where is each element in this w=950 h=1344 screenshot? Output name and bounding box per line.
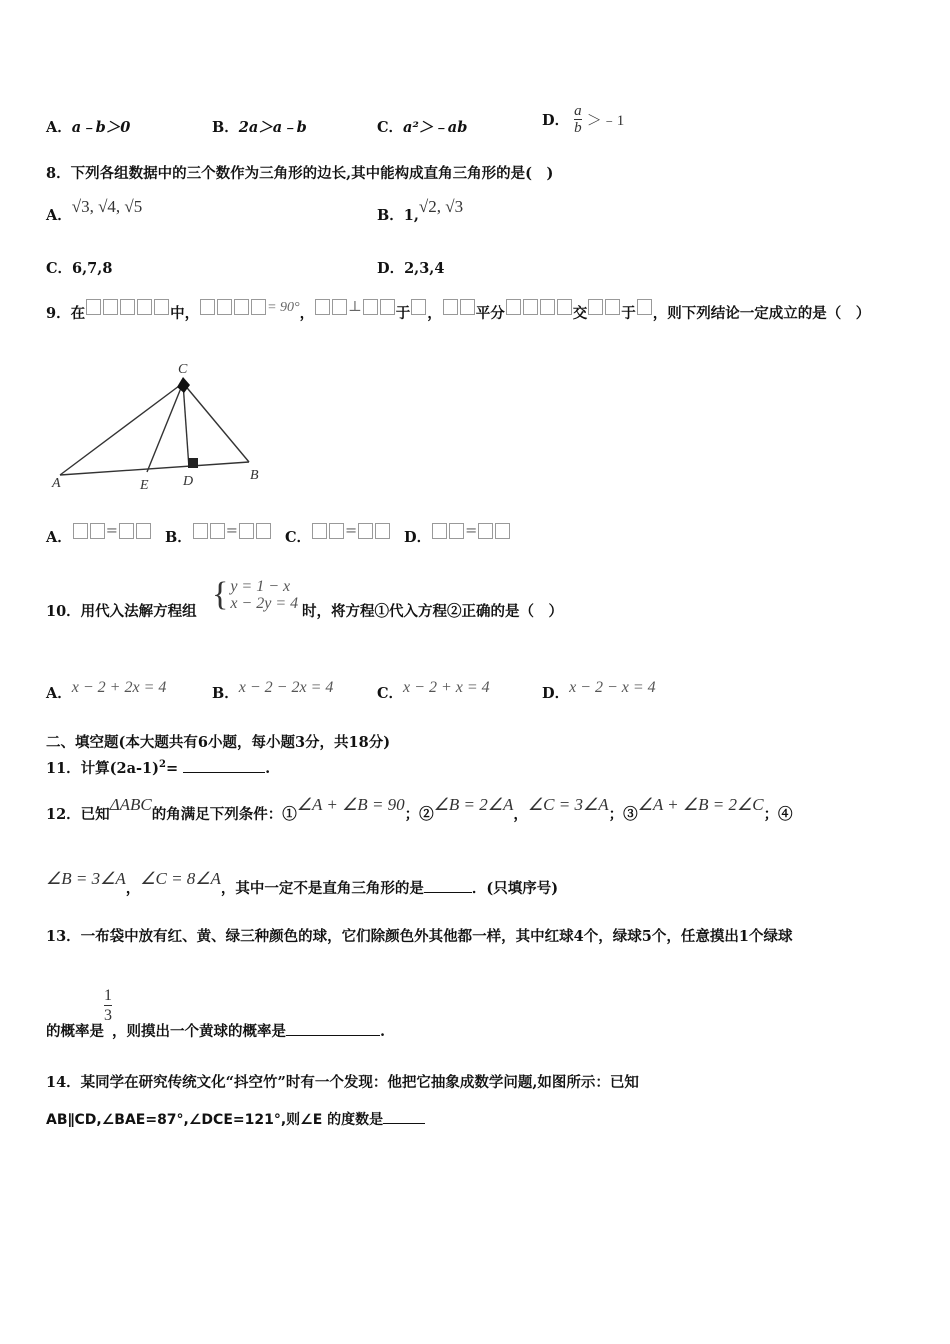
q13-suffix: ，则摸出一个黄球的概率是 (112, 1022, 286, 1040)
q12-text-3: ；③ (608, 806, 638, 823)
q8-option-a-label: A． (46, 207, 72, 224)
q12-text-5: ，其中一定不是直角三角形的是 (220, 880, 424, 897)
q14-line-1: 14．某同学在研究传统文化“抖空竹”时有一个发现：他把它抽象成数学问题,如图所示：已知 (46, 1074, 639, 1091)
q8-option-b-label: B．1, (377, 207, 419, 224)
q9-option-d (404, 523, 511, 547)
q7-option-c-expr: a²＞﹣ab (403, 119, 468, 136)
q12-comma-2: ， (125, 880, 141, 897)
q11 (46, 757, 270, 778)
section-2-heading: 二、填空题(本大题共有6小题，每小题3分，共18分) (46, 734, 391, 751)
q10-equation-system: { y = 1 − x x − 2y = 4 (212, 576, 299, 613)
q11-superscript: 2 (159, 759, 166, 771)
q9-option-d-label: D． (404, 529, 432, 546)
q7-option-d-fraction (574, 103, 582, 136)
q7-option-d-label: D． (542, 112, 570, 129)
q7-option-c-label: C． (377, 119, 404, 136)
q11-eq: = (165, 760, 184, 777)
q10-option-a-label: A． (46, 685, 72, 702)
q11-answer-blank[interactable] (183, 772, 265, 773)
q7-option-a-expr: a﹣b＞0 (71, 119, 131, 136)
q9-option-b-eq: = (225, 523, 238, 539)
q9-text-6: 交 (572, 305, 588, 322)
q9-option-a (46, 523, 152, 547)
q9-fig-label-b: B (250, 468, 259, 483)
q9-stem (46, 299, 871, 323)
q9-fig-label-d: D (183, 474, 194, 489)
q9-option-b-label: B． (165, 529, 192, 546)
q9-triangle-figure (46, 355, 276, 495)
q10-option-c (377, 679, 490, 703)
q8-option-d: D．2,3,4 (377, 260, 445, 277)
q12-text-2: ；② (404, 806, 434, 823)
q7-option-b-label: B． (212, 119, 239, 136)
q13-denominator: 3 (104, 1007, 112, 1024)
q9-perp-symbol: ⊥ (348, 299, 362, 315)
q10-stem (46, 600, 197, 621)
q12-text-1: 的角满足下列条件：① (151, 806, 297, 823)
q9-text-1: 中， (170, 305, 200, 322)
q13-prefix: 的概率是 (46, 1022, 104, 1040)
q7-option-d-rest: ＞﹣1 (586, 113, 625, 129)
q10-option-a-expr: x − 2 + 2x = 4 (71, 679, 167, 696)
q12-condition-4b: ∠C = 8∠A (140, 869, 221, 888)
q12-text-6: ．(只填序号) (471, 880, 559, 897)
q7-option-d-numerator: a (574, 103, 582, 119)
q12-prefix: 12．已知 (46, 806, 110, 823)
q10-option-b-label: B． (212, 685, 239, 702)
q7-option-b-expr: 2a＞a﹣b (238, 119, 307, 136)
q9-option-b (165, 523, 272, 547)
q9-option-d-eq: = (465, 523, 478, 539)
q13-line-1: 13．一布袋中放有红、黄、绿三种颜色的球，它们除颜色外其他都一样，其中红球4个，绿球5个，任意摸出1个绿球 (46, 928, 793, 945)
q8-option-b (377, 197, 464, 225)
q10-option-c-expr: x − 2 + x = 4 (403, 679, 490, 696)
q10-option-b-expr: x − 2 − 2x = 4 (238, 679, 334, 696)
q10-option-a (46, 679, 167, 703)
q12-condition-1: ∠A + ∠B = 90 (296, 795, 405, 814)
q13-answer-blank[interactable] (286, 1035, 380, 1036)
q13-end: . (380, 1022, 386, 1040)
q12-answer-blank[interactable] (424, 892, 472, 893)
q9-text-5: 平分 (475, 305, 505, 322)
q9-fig-label-c: C (178, 362, 188, 377)
q11-end: . (265, 760, 271, 777)
q9-text-7: 于 (621, 305, 636, 322)
q7-options (46, 116, 130, 137)
q9-text-4: ， (427, 305, 442, 322)
q9-fig-label-a: A (52, 476, 61, 491)
q10-option-c-label: C． (377, 685, 404, 702)
q14-line-2 (46, 1109, 425, 1129)
q9-option-c-label: C． (285, 529, 312, 546)
q12-text-4: ；④ (763, 806, 793, 823)
q10-option-b (212, 679, 334, 703)
q14-line-2-text: AB∥CD,∠BAE=87°,∠DCE=121°,则∠E 的度数是 (46, 1112, 384, 1128)
q12-condition-4a: ∠B = 3∠A (46, 869, 126, 888)
q9-option-a-eq: = (105, 523, 118, 539)
q10-option-d-expr: x − 2 − x = 4 (569, 679, 656, 696)
q7-option-b (212, 116, 307, 137)
q9-fig-label-e: E (140, 478, 149, 493)
q9-text-8: ，则下列结论一定成立的是（ ） (652, 305, 871, 322)
q9-angle-value: = 90° (267, 300, 300, 315)
q12-condition-2b: ∠C = 3∠A (527, 795, 609, 814)
q10-prefix: 10．用代入法解方程组 (46, 603, 197, 620)
q10-option-d (542, 679, 656, 703)
q10-equation-1: y = 1 − x (230, 578, 291, 595)
q7-option-c (377, 116, 467, 137)
q8-option-a (46, 197, 143, 225)
q12-condition-3: ∠A + ∠B = 2∠C (637, 795, 764, 814)
q12-line-1 (46, 795, 793, 824)
q9-option-c (285, 523, 391, 547)
q7-option-d-denominator: b (574, 120, 582, 136)
q8-option-b-expr: √2, √3 (418, 197, 464, 216)
q10-equation-2: x − 2y = 4 (230, 595, 299, 612)
q8-option-a-expr: √3, √4, √5 (71, 197, 143, 216)
q13-line-2 (46, 986, 386, 1040)
q8-stem: 8．下列各组数据中的三个数作为三角形的边长,其中能构成直角三角形的是( ) (46, 165, 554, 182)
q10-suffix: 时，将方程①代入方程②正确的是（ ） (302, 603, 563, 620)
q7-option-d (542, 103, 624, 136)
q9-text-3: 于 (395, 305, 411, 322)
q9-option-c-eq: = (345, 523, 358, 539)
q9-prefix: 9．在 (46, 305, 86, 322)
q12-comma-1: ， (513, 806, 528, 823)
q14-answer-blank[interactable] (383, 1123, 425, 1124)
q12-line-2 (46, 869, 559, 898)
q9-text-2: ， (299, 305, 315, 322)
q12-triangle: ΔABC (109, 795, 152, 814)
q7-option-a-label: A． (46, 119, 72, 136)
q9-option-a-label: A． (46, 529, 72, 546)
q8-option-c: C．6,7,8 (46, 260, 113, 277)
q11-text: 11．计算(2a-1) (46, 760, 159, 777)
q13-fraction (104, 986, 112, 1025)
q12-condition-2a: ∠B = 2∠A (433, 795, 514, 814)
q10-option-d-label: D． (542, 685, 570, 702)
q13-numerator: 1 (104, 987, 112, 1004)
